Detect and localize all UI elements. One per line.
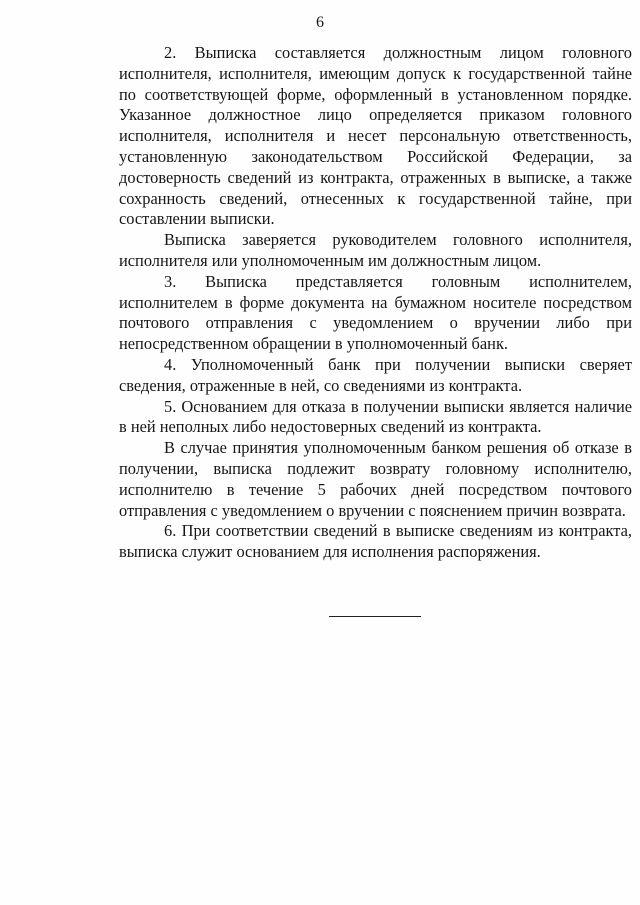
page-number: 6 [316,14,324,31]
closing-separator-line [329,616,421,617]
paragraph-3-statement-submission: 3. Выписка представляется головным исполнителем, исполнителем в форме документа на бумажном носителе посредством почтового отправления с уведомлением о вручении либо при непосредственном обращении в уполномоченный банк. [119,271,632,354]
paragraph-statement-certification: Выписка заверяется руководителем головного исполнителя, исполнителя или уполномоченным им должностным лицом. [119,230,632,270]
paragraph-2-statement-preparation: 2. Выписка составляется должностным лицом головного исполнителя, исполнителя, имеющим допуск к государственной тайне по соответствующей форме, оформленный в установленном порядке. Указанное должностное лицо определяется приказом головного исполнителя, исполнителя и несет персональную ответственность, установленную законодательством Российской Федерации, за достоверность сведений из контракта, отраженных в выписке, а также сохранность сведений, отнесенных к государственной тайне, при составлении выписки. [119,43,632,229]
paragraph-refusal-return: В случае принятия уполномоченным банком решения об отказе в получении, выписка подлежит возврату головному исполнителю, исполнителю в течение 5 рабочих дней посредством почтового отправления с уведомлением о вручении с пояснением причин возврата. [119,438,632,520]
paragraph-4-bank-verification: 4. Уполномоченный банк при получении выписки сверяет сведения, отраженные в ней, со сведениями из контракта. [119,354,632,395]
document-body [119,43,632,563]
paragraph-5-refusal-grounds: 5. Основанием для отказа в получении выписки является наличие в ней неполных либо недостоверных сведений из контракта. [119,396,632,437]
paragraph-6-order-basis: 6. При соответствии сведений в выписке сведениям из контракта, выписка служит основанием для исполнения распоряжения. [119,521,632,562]
